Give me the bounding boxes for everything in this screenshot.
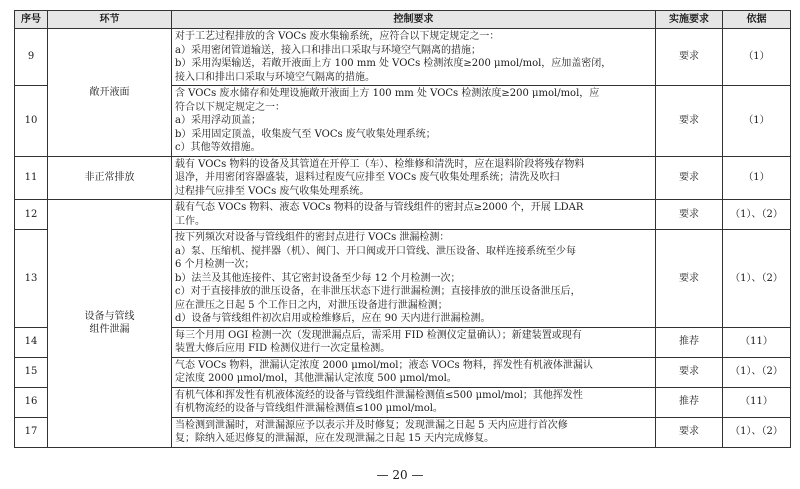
header-basis: 依据 (723, 11, 791, 29)
basis-cell: （1） (723, 29, 791, 86)
requirement-line: 退净，并用密闭容器盛装，退料过程废气应排至 VOCs 废气收集处理系统；清洗及吹扫 (175, 172, 560, 183)
row-number: 13 (15, 230, 48, 328)
level-cell: 推荐 (656, 327, 723, 357)
requirement-line: 含 VOCs 废水储存和处理设施敞开液面上方 100 mm 处 VOCs 检测浓度≥200 μmol/mol，应 (175, 88, 600, 99)
requirement-line: b）采用固定顶盖，收集废气至 VOCs 废气收集处理系统； (175, 128, 436, 140)
basis-cell: （11） (723, 327, 791, 357)
row-number: 16 (15, 387, 48, 417)
requirement-line: c）对于直接排放的泄压设备，在非泄压状态下进行泄漏检测；直接排放的泄压设备泄压后， (175, 286, 581, 297)
requirement-line: 装置大修后应用 FID 检测仪进行一次定量检测。 (175, 343, 391, 354)
row-number: 10 (15, 86, 48, 157)
level-cell: 推荐 (656, 387, 723, 417)
requirement-cell (172, 357, 656, 387)
row-number: 9 (15, 29, 48, 86)
requirement-line: b）采用沟渠输送，若敞开液面上方 100 mm 处 VOCs 检测浓度≥200 μmol/mol，应加盖密闭， (175, 58, 612, 69)
level-cell: 要求 (656, 230, 723, 328)
requirement-line: 复；除纳入延迟修复的泄漏源，应在发现泄漏之日起 15 天内完成修复。 (175, 433, 495, 444)
requirement-line: 过程排气应排至 VOCs 废气收集处理系统。 (175, 185, 370, 197)
header-no: 序号 (15, 11, 48, 29)
requirement-line: 定浓度 2000 μmol/mol，其他泄漏认定浓度 500 μmol/mol。 (175, 373, 457, 384)
page-number: — 20 — (376, 468, 424, 482)
row-number: 11 (15, 156, 48, 200)
level-cell: 要求 (656, 86, 723, 157)
header-stage: 环节 (48, 11, 172, 29)
level-cell: 要求 (656, 357, 723, 387)
level-cell: 要求 (656, 29, 723, 86)
requirement-line: 有机物流经的设备与管线组件泄漏检测值≤100 μmol/mol。 (175, 403, 443, 414)
table-row (15, 156, 791, 200)
requirement-line: 载有 VOCs 物料的设备及其管道在开停工（车）、检维修和清洗时，应在退料阶段将残存物料 (175, 158, 585, 170)
requirement-line: 载有气态 VOCs 物料、液态 VOCs 物料的设备与管线组件的密封点≥2000 个，开展 LDAR (175, 202, 584, 213)
stage-line: 组件泄漏 (89, 324, 130, 336)
level-cell: 要求 (656, 200, 723, 230)
level-cell: 要求 (656, 156, 723, 200)
requirement-cell (172, 387, 656, 417)
requirement-line: 接入口和排出口采取与环境空气隔离的措施。 (175, 71, 375, 83)
requirement-cell (172, 156, 656, 200)
row-number: 12 (15, 200, 48, 230)
requirement-cell (172, 200, 656, 230)
requirement-line: 有机气体和挥发性有机液体流经的设备与管线组件泄漏检测值≤500 μmol/mol；其他挥发性 (175, 389, 583, 401)
basis-cell: （1）、（2） (723, 200, 791, 230)
requirement-line: 气态 VOCs 物料，泄漏认定浓度 2000 μmol/mol；液态 VOCs 物料，挥发性有机液体泄漏认 (175, 359, 593, 371)
table-header-row (15, 11, 791, 29)
stage-cell (48, 200, 172, 448)
requirement-line: b）法兰及其他连接件、其它密封设备至少每 12 个月检测一次； (175, 272, 461, 284)
basis-cell: （1）、（2） (723, 230, 791, 328)
stage-line: 设备与管线 (84, 310, 135, 322)
requirement-cell (172, 417, 656, 447)
requirement-line: a）采用浮动顶盖； (175, 115, 261, 126)
header-requirement: 控制要求 (172, 11, 656, 29)
requirement-line: 6 个月检测一次； (175, 259, 255, 270)
basis-cell: （11） (723, 387, 791, 417)
stage-cell: 敞开液面 (48, 29, 172, 157)
stage-cell: 非正常排放 (48, 156, 172, 200)
row-number: 14 (15, 327, 48, 357)
requirement-line: 对于工艺过程排放的含 VOCs 废水集输系统，应符合以下规定规定之一： (175, 31, 500, 42)
table-row (15, 29, 791, 86)
table-row (15, 200, 791, 230)
requirement-line: 当检测到泄漏时，对泄漏源应予以表示并及时修复；发现泄漏之日起 5 天内应进行首次修 (175, 419, 568, 431)
requirement-cell (172, 327, 656, 357)
requirement-line: 应在泄压之日起 5 个工作日之内，对泄压设备进行泄漏检测； (175, 299, 448, 311)
requirement-line: 每三个月用 OGI 检测一次（发现泄漏点后，需采用 FID 检测仪定量确认）；新建装置或现有 (175, 329, 582, 341)
header-level: 实施要求 (656, 11, 723, 29)
basis-cell: （1） (723, 156, 791, 200)
requirement-line: 符合以下规定规定之一： (175, 101, 285, 113)
requirement-cell (172, 230, 656, 328)
requirement-cell (172, 86, 656, 157)
requirement-line: d）设备与管线组件初次启用或检维修后，应在 90 天内进行泄漏检测。 (175, 313, 491, 324)
requirement-line: a）泵、压缩机、搅拌器（机）、阀门、开口阀或开口管线、泄压设备、取样连接系统至少每 (175, 245, 576, 257)
requirement-line: 工作。 (175, 215, 205, 227)
basis-cell: （1）、（2） (723, 417, 791, 447)
level-cell: 要求 (656, 417, 723, 447)
requirement-line: c）其他等效措施。 (175, 142, 261, 153)
row-number: 15 (15, 357, 48, 387)
requirement-cell (172, 29, 656, 86)
vocs-control-table (14, 10, 791, 448)
requirement-line: 按下列频次对设备与管线组件的密封点进行 VOCs 泄漏检测： (175, 232, 450, 243)
requirement-line: a）采用密闭管道输送，接入口和排出口采取与环境空气隔离的措施； (175, 44, 481, 56)
basis-cell: （1）、（2） (723, 357, 791, 387)
row-number: 17 (15, 417, 48, 447)
basis-cell: （1） (723, 86, 791, 157)
